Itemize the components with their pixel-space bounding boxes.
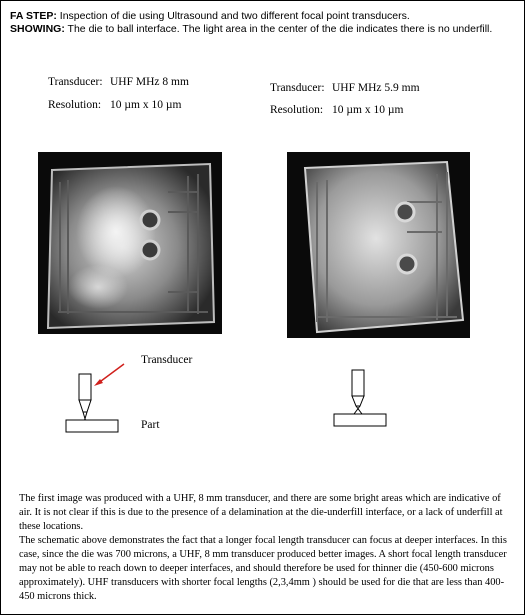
ultrasound-scan-5-9mm [287,152,470,338]
schematic-8mm [60,360,150,438]
part-label: Part [141,419,160,431]
showing-line [10,23,515,36]
left-transducer-key: Transducer: [48,76,103,88]
fa-step-text: Inspection of die using Ultrasound and two different focal point transducers. [56,10,410,22]
right-transducer-spec [270,80,420,118]
right-transducer-value: UHF MHz 5.9 mm [332,82,420,94]
left-resolution-key: Resolution: [48,99,102,111]
paragraph-2: The schematic above demonstrates the fact that a longer focal length transducer can focus at deeper interfaces. In this case, since the die was 700 microns, a UHF, 8 mm transducer produced better images. A short focal length transducer may not be able to reach down to deeper interfaces, and should therefore be used for thinner die (450-600 microns approximately). UHF transducers with shorter focal lengths (2,3,4mm ) should be used for die that are less than 400-450 microns thick. [19,535,507,602]
schematic-5-9mm [330,366,390,428]
fa-step-label: FA STEP: [10,10,57,22]
explanation-text [19,492,515,604]
ultrasound-scan-8mm [38,152,222,334]
transducer-label: Transducer [141,354,193,366]
left-resolution-value: 10 µm x 10 µm [110,99,182,111]
fa-step-line [10,10,515,23]
left-transducer-value: UHF MHz 8 mm [110,76,189,88]
right-transducer-key: Transducer: [270,82,325,94]
showing-label: SHOWING: [10,23,65,35]
showing-text: The die to ball interface. The light area in the center of the die indicates there is no underfill. [64,23,493,35]
paragraph-1: The first image was produced with a UHF, 8 mm transducer, and there are some bright areas which are indicative of air. It is not clear if this is due to the presence of a delamination at the die-underfill interface, or a lack of underfill at these locations. [19,493,503,532]
left-transducer-spec [48,74,189,113]
right-resolution-value: 10 µm x 10 µm [332,104,404,116]
header [10,10,515,36]
right-resolution-key: Resolution: [270,104,324,116]
